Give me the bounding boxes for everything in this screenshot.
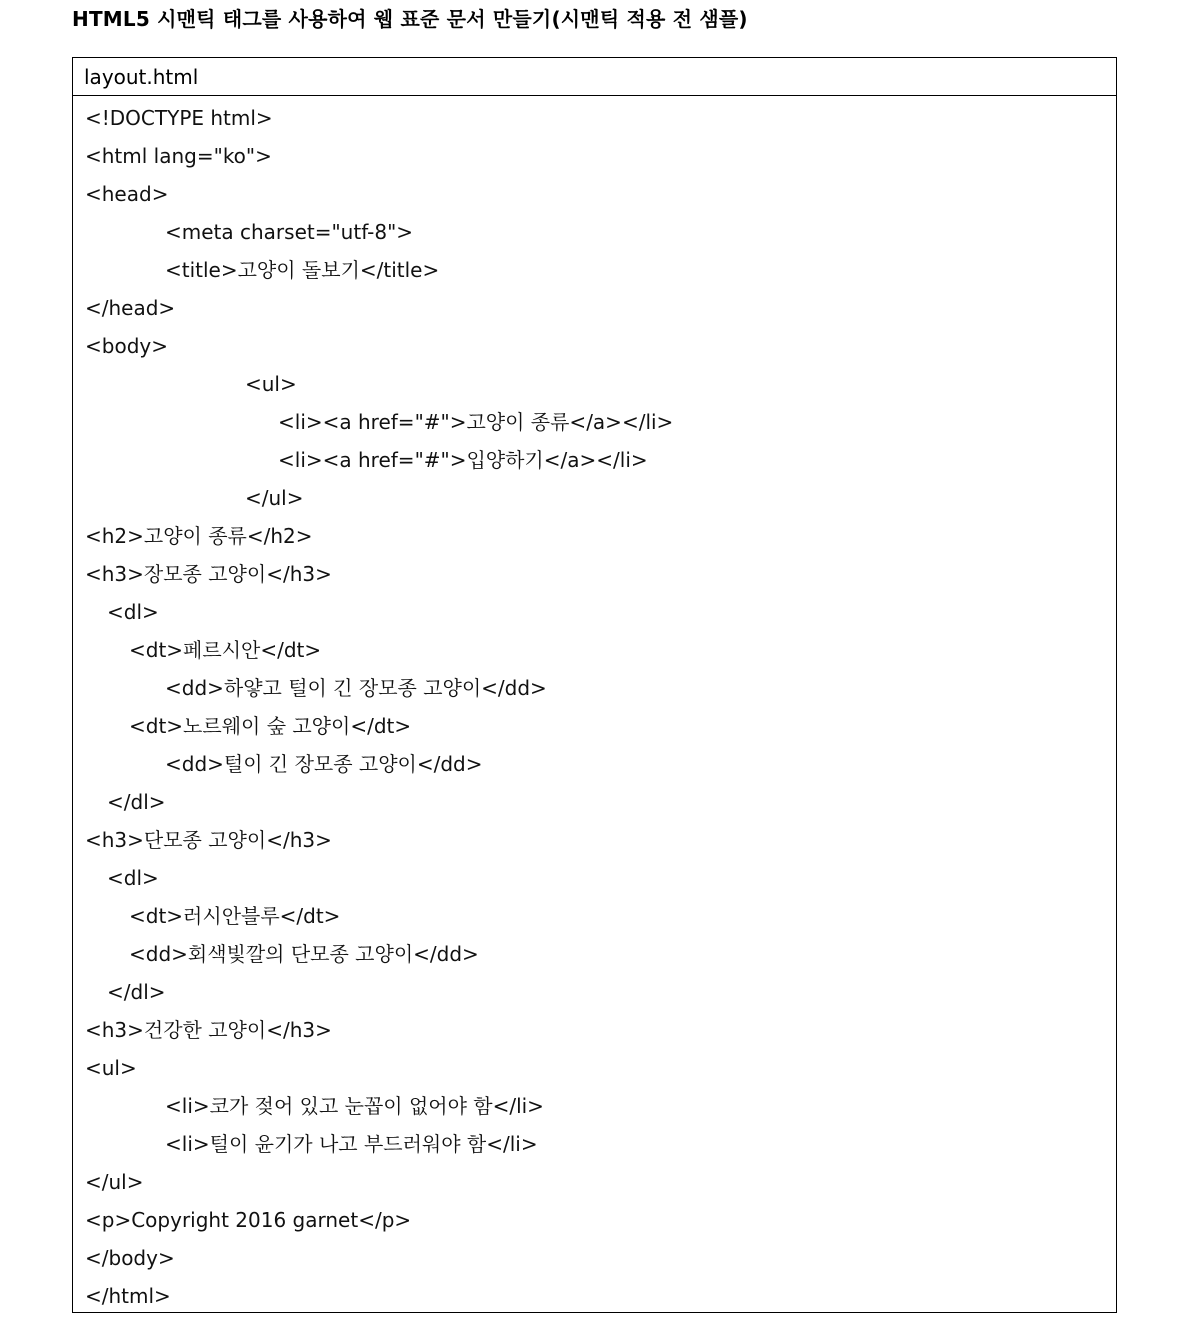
code-line: <title>고양이 돌보기</title> [165,258,440,282]
code-line: <head> [85,182,169,206]
code-line: <li>코가 젖어 있고 눈꼽이 없어야 함</li> [165,1094,544,1118]
code-line: <ul> [245,372,297,396]
code-line: <dd>털이 긴 장모종 고양이</dd> [165,752,483,776]
code-line: </ul> [245,486,304,510]
code-line: <html lang="ko"> [85,144,272,168]
code-line: <ul> [85,1056,137,1080]
code-lines [73,99,1116,1315]
code-line: <h3>장모종 고양이</h3> [85,562,332,586]
page-title: HTML5 시맨틱 태그를 사용하여 웹 표준 문서 만들기(시맨틱 적용 전 샘플) [72,7,748,31]
code-line: </body> [85,1246,175,1270]
code-line: <li><a href="#">입양하기</a></li> [278,448,648,472]
code-line: <!DOCTYPE html> [85,106,273,130]
code-line: </html> [85,1284,171,1308]
code-line: <h3>건강한 고양이</h3> [85,1018,332,1042]
code-line: <meta charset="utf-8"> [165,220,414,244]
code-line: <dl> [107,600,159,624]
code-line: <dt>러시안블루</dt> [129,904,341,928]
code-line: <p>Copyright 2016 garnet</p> [85,1208,412,1232]
code-line: <h2>고양이 종류</h2> [85,524,313,548]
code-line: <dl> [107,866,159,890]
code-filename: layout.html [73,58,1116,96]
code-listing-box [72,57,1117,1313]
code-line: <li>털이 윤기가 나고 부드러워야 함</li> [165,1132,538,1156]
code-line: <dd>회색빛깔의 단모종 고양이</dd> [129,942,479,966]
code-line: </dl> [107,790,166,814]
code-line: <dt>노르웨이 숲 고양이</dt> [129,714,412,738]
code-line: <body> [85,334,168,358]
code-line: <dd>하얗고 털이 긴 장모종 고양이</dd> [165,676,547,700]
code-line: </ul> [85,1170,144,1194]
code-line: </head> [85,296,176,320]
code-line: <h3>단모종 고양이</h3> [85,828,332,852]
code-line: <dt>페르시안</dt> [129,638,322,662]
code-line: </dl> [107,980,166,1004]
code-line: <li><a href="#">고양이 종류</a></li> [278,410,674,434]
